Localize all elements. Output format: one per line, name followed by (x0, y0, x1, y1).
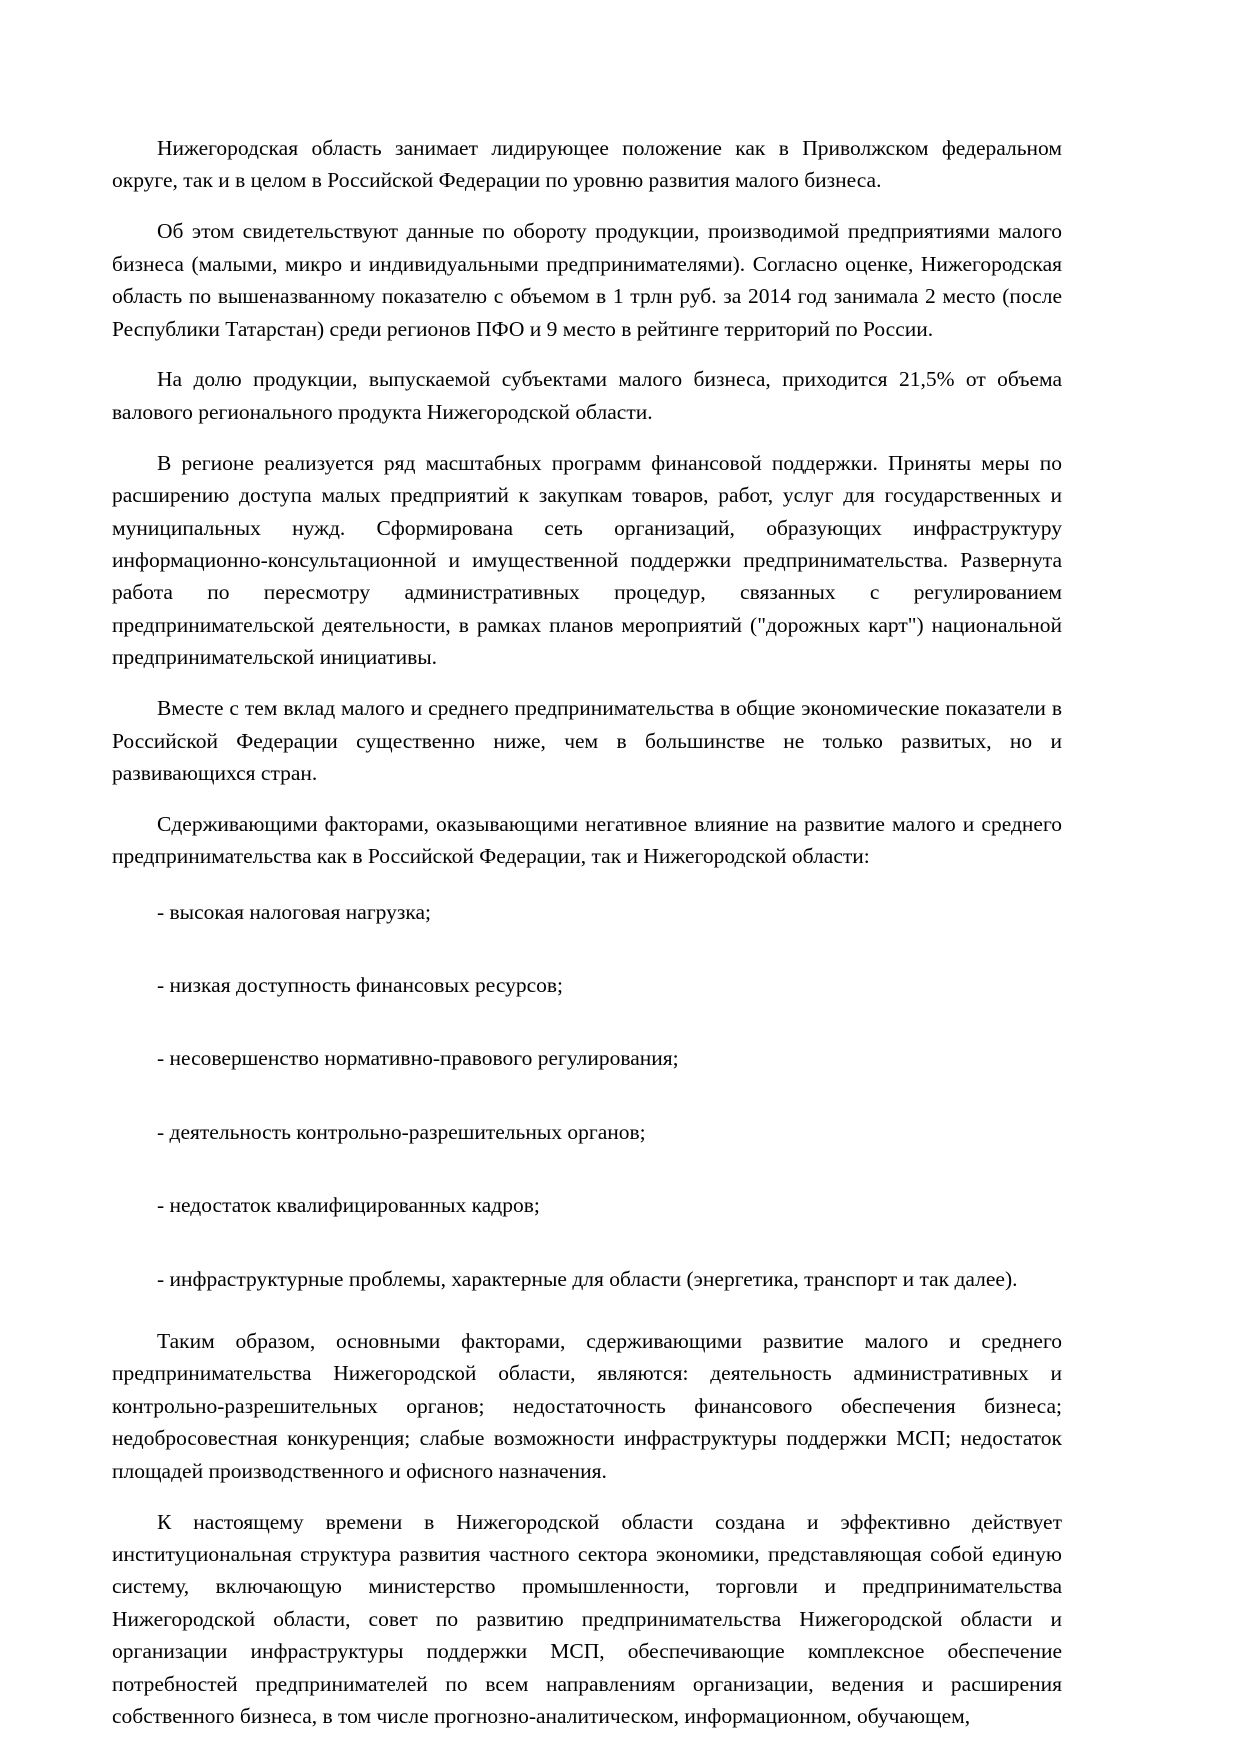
list-item: - высокая налоговая нагрузка; (157, 899, 431, 924)
list-item: - инфраструктурные проблемы, характерные для области (энергетика, транспорт и так далее). (157, 1266, 1018, 1291)
list-item: - недостаток квалифицированных кадров; (157, 1193, 540, 1218)
constraining-factors-list (112, 896, 1062, 1295)
paragraph-contribution-comparison: Вместе с тем вклад малого и среднего предпринимательства в общие экономические показатели в Российской Федерации существенно ниже, чем в большинстве не только развитых, но и развивающихся стран. (112, 696, 1062, 785)
list-item: - деятельность контрольно-разрешительных органов; (157, 1119, 646, 1144)
list-item: - несовершенство нормативно-правового регулирования; (157, 1046, 679, 1071)
paragraph-constraining-factors-intro: Сдерживающими факторами, оказывающими негативное влияние на развитие малого и среднего предпринимательства как в Российской Федерации, так и Нижегородской области: (112, 811, 1062, 869)
paragraph-grp-share: На долю продукции, выпускаемой субъектами малого бизнеса, приходится 21,5% от объема валового регионального продукта Нижегородской области. (112, 367, 1062, 424)
document-body (112, 132, 1062, 1751)
paragraph-support-programs: В регионе реализуется ряд масштабных программ финансовой поддержки. Приняты меры по расширению доступа малых предприятий к закупкам товаров, работ, услуг для государственных и муниципальных нужд. Сформирована сеть организаций, образующих инфраструктуру информационно-консультационной и имущественной поддержки предпринимательства. Развернута работа по пересмотру административных процедур, связанных с регулированием предпринимательской деятельности, в рамках планов мероприятий ("дорожных карт") национальной предпринимательской инициативы. (112, 450, 1062, 670)
paragraph-institutional-structure: К настоящему времени в Нижегородской области создана и эффективно действует институциональная структура развития частного сектора экономики, представляющая собой единую систему, включающую министерство промышленности, торговли и предпринимательства Нижегородской области, совет по развитию предпринимательства Нижегородской области и организации инфраструктуры поддержки МСП, обеспечивающие комплексное обеспечение потребностей предпринимателей по всем направлениям организации, ведения и расширения собственного бизнеса, в том числе прогнозно-аналитическом, информационном, обучающем, (112, 1509, 1062, 1729)
paragraph-turnover-data: Об этом свидетельствуют данные по обороту продукции, производимой предприятиями малого бизнеса (малыми, микро и индивидуальными предпринимателями). Согласно оценке, Нижегородская область по вышеназванному показателю с объемом в 1 трлн руб. за 2014 год занимала 2 место (после Республики Татарстан) среди регионов ПФО и 9 место в рейтинге территорий по России. (112, 219, 1062, 341)
paragraph-main-factors-summary: Таким образом, основными факторами, сдерживающими развитие малого и среднего предпринимательства Нижегородской области, являются: деятельность административных и контрольно-разрешительных органов; недостаточность финансового обеспечения бизнеса; недобросовестная конкуренция; слабые возможности инфраструктуры поддержки МСП; недостаток площадей производственного и офисного назначения. (112, 1329, 1062, 1483)
list-item: - низкая доступность финансовых ресурсов; (157, 973, 564, 998)
paragraph-intro-leading-position: Нижегородская область занимает лидирующее положение как в Приволжском федеральном округе, так и в целом в Российской Федерации по уровню развития малого бизнеса. (112, 136, 1062, 193)
